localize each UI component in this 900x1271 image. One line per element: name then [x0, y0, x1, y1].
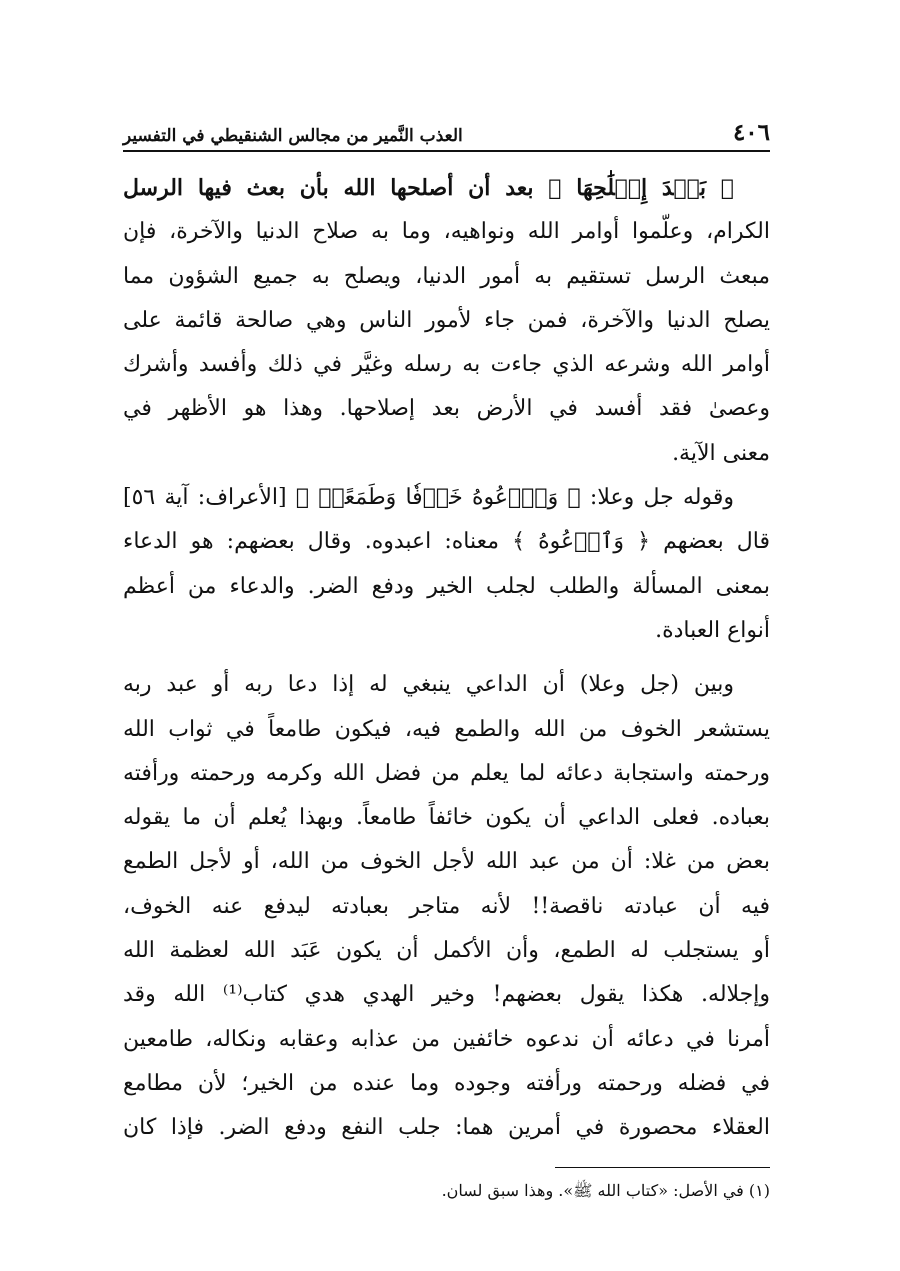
text-line: مبعث الرسل تستقيم به أمور الدنيا، ويصلح به جميع الشؤون مما	[123, 263, 770, 289]
text-line: ورحمته واستجابة دعائه لما يعلم من فضل الله وكرمه ورحمته ورأفته	[123, 760, 770, 786]
text-line: أوامر الله وشرعه الذي جاءت به رسله وغيَّر في ذلك وأفسد وأشرك	[123, 352, 770, 378]
text-line: الكرام، وعلّموا أوامر الله ونواهيه، وما به صلاح الدنيا والآخرة، فإن	[123, 219, 770, 245]
text-line: وبين (جل وعلا) أن الداعي ينبغي له إذا دعا ربه أو عبد ربه	[123, 672, 734, 698]
footnote-divider	[555, 1167, 770, 1168]
text-line: في فضله ورحمته ورأفته وجوده وما عنده من الخير؛ لأن مطامع	[123, 1070, 770, 1096]
text-line: العقلاء محصورة في أمرين هما: جلب النفع ودفع الضر. فإذا كان	[123, 1115, 770, 1141]
text-line: ﴿ بَعۡدَ إِصۡلَٰحِهَا ﴾ بعد أن أصلحها الله بأن بعث فيها الرسل	[123, 175, 734, 201]
body-text	[123, 166, 770, 1151]
running-header	[123, 110, 770, 152]
text-line: وعصىٰ فقد أفسد في الأرض بعد إصلاحها. وهذا هو الأظهر في	[123, 396, 770, 422]
text-line: أنواع العبادة.	[655, 617, 770, 643]
text-line: معنى الآية.	[672, 440, 770, 466]
text-line: يستشعر الخوف من الله والطمع فيه، فيكون طامعاً في ثواب الله	[123, 716, 770, 742]
text-line: بعض من غلا: أن من عبد الله لأجل الخوف من الله، أو لأجل الطمع	[123, 849, 770, 875]
text-line: بمعنى المسألة والطلب لجلب الخير ودفع الضر. والدعاء من أعظم	[123, 573, 770, 599]
text-line: فيه أن عبادته ناقصة!! لأنه متاجر بعبادته ليدفع عنه الخوف،	[123, 893, 770, 919]
text-line: أو يستجلب له الطمع، وأن الأكمل أن يكون عَبَد الله لعظمة الله	[123, 938, 770, 964]
footnote: (١) في الأصل: «كتاب الله ﷺ». وهذا سبق لسان.	[441, 1180, 770, 1200]
text-line: وقوله جل وعلا: ﴿ وَٱدۡعُوهُ خَوۡفٗا وَطَمَعًاۚ ﴾ [الأعراف: آية ٥٦]	[123, 485, 734, 511]
book-title: العذب النَّمير من مجالس الشنقيطي في التفسير	[123, 126, 463, 146]
page-number: ٤٠٦	[732, 119, 770, 146]
book-page	[123, 110, 770, 1204]
text-line: بعباده. فعلى الداعي أن يكون خائفاً طامعاً. وبهذا يُعلم أن ما يقوله	[123, 805, 770, 831]
text-line: يصلح الدنيا والآخرة، فمن جاء لأمور الناس وهي صالحة قائمة على	[123, 307, 770, 333]
text-line: وإجلاله. هكذا يقول بعضهم! وخير الهدي هدي كتاب⁽¹⁾ الله وقد	[123, 982, 770, 1008]
text-line: أمرنا في دعائه أن ندعوه خائفين من عذابه وعقابه ونكاله، طامعين	[123, 1026, 770, 1052]
text-line: قال بعضهم ﴿ وَٱدۡعُوهُ ﴾ معناه: اعبدوه. وقال بعضهم: هو الدعاء	[123, 529, 770, 555]
